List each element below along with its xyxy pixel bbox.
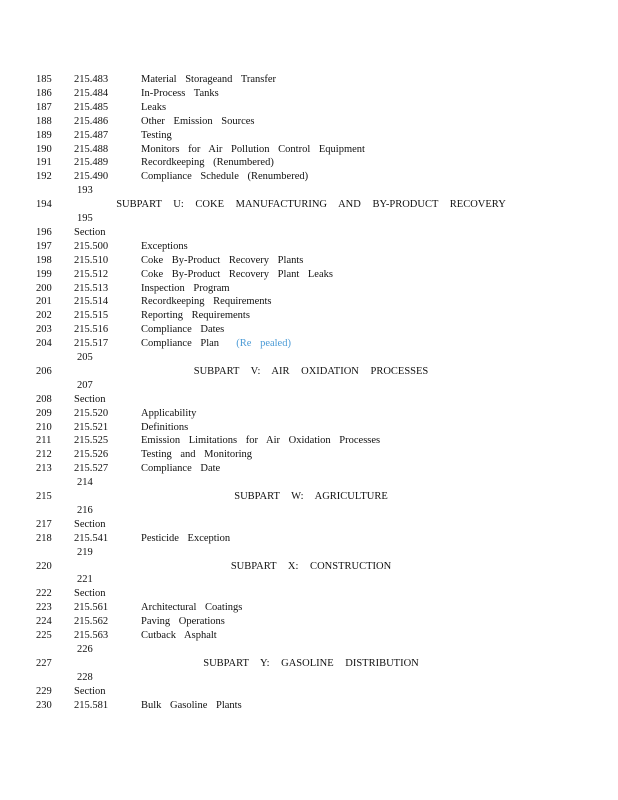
document-line	[0, 476, 618, 490]
document-line	[0, 421, 618, 435]
section-title-text: Cutback Asphalt	[141, 630, 217, 641]
section-number: 215.483	[74, 74, 109, 85]
document-line	[0, 587, 618, 601]
section-title-text: Pesticide Exception	[141, 532, 231, 544]
section-header: Section	[74, 588, 106, 600]
section-number: 215.521	[74, 421, 109, 433]
section-number: 215.563	[74, 630, 109, 641]
line-number: 221	[77, 574, 93, 586]
line-number: 198	[36, 254, 52, 266]
section-number: 215.561	[74, 602, 109, 614]
line-number: 195	[77, 213, 93, 224]
section-number: 215.490	[74, 171, 109, 183]
section-title	[141, 407, 196, 421]
document-line	[0, 323, 618, 337]
line-number: 199	[36, 268, 52, 280]
section-title	[141, 337, 291, 351]
line-number: 191	[36, 157, 52, 169]
line-number: 200	[36, 282, 52, 294]
line-number: 188	[36, 115, 52, 127]
section-number: 215.526	[74, 449, 109, 461]
subpart-title: SUBPART W: AGRICULTURE	[234, 491, 388, 502]
document-line	[0, 615, 618, 629]
document-line	[0, 448, 618, 462]
line-number: 204	[36, 338, 52, 350]
section-title-text: Coke By-Product Recovery Plants	[141, 254, 304, 266]
line-number: 230	[36, 699, 52, 711]
section-title-text: Coke By-Product Recovery Plant Leaks	[141, 268, 333, 280]
line-number: 210	[36, 421, 52, 433]
line-number: 192	[36, 171, 52, 183]
section-title-text: Leaks	[141, 101, 167, 113]
line-number: 209	[36, 407, 52, 419]
line-number: 225	[36, 630, 52, 641]
line-number: 223	[36, 602, 52, 614]
document-line	[0, 393, 618, 407]
section-number: 215.512	[74, 268, 109, 280]
section-title-text: Other Emission Sources	[141, 115, 255, 127]
section-number: 215.510	[74, 254, 109, 266]
section-number: 215.513	[74, 282, 109, 294]
section-title-text: Paving Operations	[141, 616, 225, 628]
line-number: 220	[36, 560, 52, 572]
line-number: 187	[36, 101, 52, 113]
document-line	[0, 351, 618, 365]
line-number: 185	[36, 74, 52, 85]
document-line	[0, 518, 618, 532]
document-line	[0, 87, 618, 101]
section-title	[141, 462, 220, 476]
line-number: 190	[36, 143, 52, 155]
section-title	[141, 601, 242, 615]
line-number: 226	[77, 643, 93, 655]
section-title	[141, 615, 225, 629]
line-number: 203	[36, 324, 52, 336]
section-title-text: Reporting Requirements	[141, 310, 250, 322]
document-line	[0, 143, 618, 157]
document-line	[0, 184, 618, 198]
section-title-text: Testing and Monitoring	[141, 449, 253, 461]
subpart-heading-row	[0, 490, 618, 504]
subpart-title: SUBPART Y: GASOLINE DISTRIBUTION	[203, 657, 419, 669]
line-number: 217	[36, 518, 52, 530]
document-line	[0, 504, 618, 518]
subpart-heading-row	[0, 365, 618, 379]
section-number: 215.487	[74, 129, 109, 141]
section-title	[141, 532, 230, 546]
line-number: 214	[77, 477, 93, 489]
section-number: 215.527	[74, 463, 109, 475]
line-number: 216	[77, 504, 93, 516]
document-line	[0, 532, 618, 546]
section-number: 215.488	[74, 143, 109, 155]
subpart-heading-row	[0, 560, 618, 574]
subpart-heading-row	[0, 657, 618, 671]
section-title	[141, 254, 303, 268]
line-number: 193	[77, 185, 93, 197]
line-number: 229	[36, 685, 52, 697]
section-title-text: Material Storageand Transfer	[141, 74, 277, 85]
section-title	[141, 101, 166, 115]
line-number: 197	[36, 240, 52, 252]
section-title	[141, 87, 219, 101]
line-number: 196	[36, 226, 52, 238]
section-header: Section	[74, 226, 106, 238]
section-title-text: Exceptions	[141, 240, 188, 252]
document-line	[0, 379, 618, 393]
line-number: 202	[36, 310, 52, 322]
section-number: 215.489	[74, 157, 109, 169]
section-title	[141, 73, 276, 87]
document-line	[0, 212, 618, 226]
line-number: 227	[36, 657, 52, 669]
line-number: 211	[36, 435, 52, 447]
section-title	[141, 143, 365, 157]
section-number: 215.485	[74, 101, 109, 113]
section-number: 215.500	[74, 240, 109, 252]
section-number: 215.581	[74, 699, 109, 711]
document-line	[0, 699, 618, 713]
section-title-text: Emission Limitations for Air Oxidation Processes	[141, 435, 381, 447]
section-title	[141, 448, 252, 462]
document-line	[0, 129, 618, 143]
section-header: Section	[74, 518, 106, 530]
document-line	[0, 115, 618, 129]
section-title	[141, 129, 172, 143]
section-title-text: Definitions	[141, 421, 189, 433]
section-title	[141, 282, 230, 296]
section-title-text: Applicability	[141, 407, 197, 419]
line-number: 207	[77, 379, 93, 391]
document-line	[0, 156, 618, 170]
section-header: Section	[74, 685, 106, 697]
section-number: 215.541	[74, 532, 109, 544]
section-title-text: Compliance Plan	[141, 338, 220, 350]
document-line	[0, 601, 618, 615]
line-number: 208	[36, 393, 52, 405]
section-title	[141, 629, 217, 643]
line-number: 224	[36, 616, 52, 628]
section-number: 215.517	[74, 338, 109, 350]
section-title	[141, 268, 333, 282]
document-line	[0, 226, 618, 240]
section-header: Section	[74, 393, 106, 405]
section-number: 215.562	[74, 616, 109, 628]
document-line	[0, 268, 618, 282]
line-number: 219	[77, 546, 93, 558]
repealed-note: (Re pealed)	[236, 338, 291, 350]
section-title	[141, 421, 188, 435]
section-title	[141, 240, 188, 254]
document-line	[0, 101, 618, 115]
section-title-text: Architectural Coatings	[141, 602, 243, 614]
subpart-heading-row	[0, 198, 618, 212]
section-title-text: Compliance Schedule (Renumbered)	[141, 171, 309, 183]
document-line	[0, 546, 618, 560]
section-number: 215.486	[74, 115, 109, 127]
section-title-text: Recordkeeping (Renumbered)	[141, 157, 274, 169]
section-number: 215.514	[74, 296, 109, 308]
document-line	[0, 434, 618, 448]
section-title	[141, 156, 274, 170]
document-line	[0, 295, 618, 309]
section-number: 215.520	[74, 407, 109, 419]
line-number: 201	[36, 296, 52, 308]
section-number: 215.525	[74, 435, 109, 447]
subpart-title: SUBPART V: AIR OXIDATION PROCESSES	[193, 365, 429, 377]
section-title	[141, 323, 224, 337]
section-title-text: Compliance Date	[141, 463, 221, 475]
document-line	[0, 309, 618, 323]
section-title	[141, 295, 272, 309]
section-title-text: Testing	[141, 129, 172, 141]
line-number: 205	[77, 352, 93, 363]
line-number: 189	[36, 129, 52, 141]
document-line	[0, 282, 618, 296]
document-line	[0, 643, 618, 657]
document-line	[0, 573, 618, 587]
section-title-text: Monitors for Air Pollution Control Equipment	[141, 143, 365, 155]
document-line	[0, 240, 618, 254]
line-number: 222	[36, 588, 52, 600]
section-title-text: In-Process Tanks	[141, 87, 219, 99]
line-number: 213	[36, 463, 52, 475]
document-line	[0, 462, 618, 476]
line-number: 206	[36, 365, 52, 377]
line-number: 212	[36, 449, 52, 461]
document-line	[0, 73, 618, 87]
line-number: 186	[36, 87, 52, 99]
document-line	[0, 671, 618, 685]
section-title-text: Recordkeeping Requirements	[141, 296, 272, 308]
section-title	[141, 170, 308, 184]
document-line	[0, 685, 618, 699]
line-number: 218	[36, 532, 52, 544]
line-number: 194	[36, 199, 52, 211]
document-line	[0, 629, 618, 643]
section-number: 215.484	[74, 87, 109, 99]
line-number: 215	[36, 491, 52, 502]
section-title-text: Compliance Dates	[141, 324, 225, 336]
subpart-title: SUBPART U: COKE MANUFACTURING AND BY-PRODUCT RECOVERY	[116, 199, 506, 211]
section-number: 215.516	[74, 324, 109, 336]
document-line	[0, 254, 618, 268]
line-number: 228	[77, 671, 93, 683]
document-line	[0, 407, 618, 421]
document-line	[0, 170, 618, 184]
section-title	[141, 434, 380, 448]
section-title	[141, 309, 250, 323]
subpart-title: SUBPART X: CONSTRUCTION	[230, 560, 392, 572]
document-line	[0, 337, 618, 351]
section-title	[141, 699, 242, 713]
section-number: 215.515	[74, 310, 109, 322]
section-title	[141, 115, 255, 129]
section-title-text: Inspection Program	[141, 282, 230, 294]
section-title-text: Bulk Gasoline Plants	[141, 699, 242, 711]
